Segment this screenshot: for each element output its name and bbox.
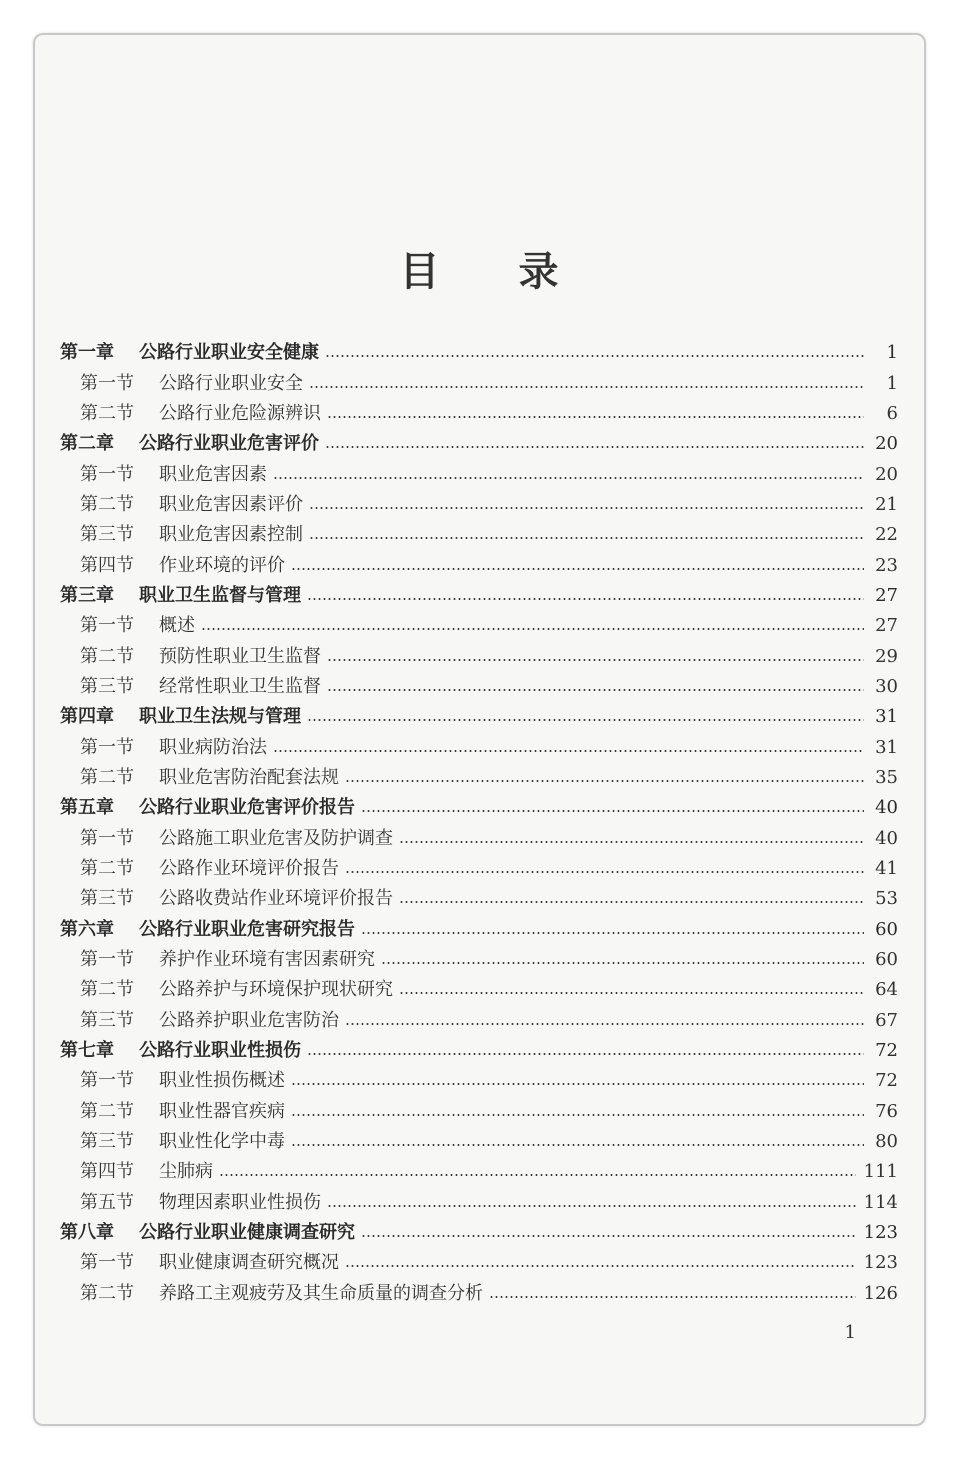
- toc-entry-title: 公路行业职业危害评价报告: [139, 797, 355, 819]
- toc-dot-leader: [361, 932, 864, 934]
- toc-page-number: 30: [875, 675, 898, 697]
- toc-dot-leader: [325, 355, 864, 357]
- toc-entry-title: 公路行业职业危害评价: [139, 433, 319, 455]
- toc-page-number: 114: [863, 1191, 898, 1213]
- toc-page-number: 60: [875, 918, 898, 940]
- toc-dot-leader: [381, 962, 864, 964]
- toc-entry-number: 第一节: [80, 1070, 134, 1092]
- table-of-contents: [60, 338, 898, 1309]
- toc-page-number: 67: [875, 1009, 898, 1031]
- toc-page-number: 64: [875, 979, 898, 1001]
- toc-section-entry[interactable]: [60, 1066, 898, 1096]
- toc-dot-leader: [273, 477, 864, 479]
- toc-page-number: 123: [863, 1252, 898, 1274]
- toc-chapter-entry[interactable]: [60, 1218, 898, 1248]
- toc-section-entry[interactable]: [60, 1279, 898, 1309]
- toc-entry-number: 第二节: [80, 645, 134, 667]
- toc-entry-title: 公路作业环境评价报告: [159, 858, 339, 880]
- toc-chapter-entry[interactable]: [60, 429, 898, 459]
- toc-entry-number: 第六章: [60, 918, 114, 940]
- toc-entry-title: 公路养护职业危害防治: [159, 1009, 339, 1031]
- toc-section-entry[interactable]: [60, 884, 898, 914]
- toc-entry-number: 第四章: [60, 706, 114, 728]
- title-char-1: 目: [399, 248, 441, 295]
- toc-entry-title: 预防性职业卫生监督: [159, 645, 321, 667]
- toc-entry-number: 第一章: [60, 342, 114, 364]
- toc-page-number: 111: [863, 1161, 898, 1183]
- toc-dot-leader: [291, 1144, 864, 1146]
- toc-section-entry[interactable]: [60, 1248, 898, 1278]
- toc-dot-leader: [345, 780, 864, 782]
- toc-entry-title: 职业卫生监督与管理: [139, 584, 301, 606]
- toc-section-entry[interactable]: [60, 824, 898, 854]
- toc-entry-title: 职业性器官疾病: [159, 1100, 285, 1122]
- toc-entry-title: 养护作业环境有害因素研究: [159, 949, 375, 971]
- toc-entry-number: 第八章: [60, 1222, 114, 1244]
- toc-entry-number: 第三节: [80, 1009, 134, 1031]
- toc-page-number: 20: [875, 433, 898, 455]
- toc-page-number: 72: [875, 1040, 898, 1062]
- toc-dot-leader: [309, 507, 864, 509]
- toc-entry-title: 经常性职业卫生监督: [159, 675, 321, 697]
- toc-entry-number: 第一节: [80, 372, 134, 394]
- toc-entry-number: 第二节: [80, 858, 134, 880]
- toc-page-number: 80: [875, 1131, 898, 1153]
- toc-page-number: 123: [863, 1222, 898, 1244]
- toc-entry-number: 第一节: [80, 949, 134, 971]
- toc-entry-number: 第五节: [80, 1191, 134, 1213]
- toc-page-number: 53: [875, 888, 898, 910]
- toc-entry-title: 公路行业职业性损伤: [139, 1040, 301, 1062]
- toc-entry-number: 第一节: [80, 827, 134, 849]
- toc-section-entry[interactable]: [60, 1097, 898, 1127]
- toc-entry-number: 第二节: [80, 402, 134, 424]
- toc-entry-number: 第五章: [60, 797, 114, 819]
- toc-section-entry[interactable]: [60, 854, 898, 884]
- toc-dot-leader: [309, 537, 864, 539]
- page-number: 1: [844, 1322, 856, 1343]
- toc-entry-title: 公路施工职业危害及防护调查: [159, 827, 393, 849]
- toc-page-number: 22: [875, 524, 898, 546]
- title-char-2: 录: [518, 248, 560, 295]
- toc-entry-title: 职业性化学中毒: [159, 1131, 285, 1153]
- toc-page-number: 23: [875, 554, 898, 576]
- toc-dot-leader: [307, 1053, 864, 1055]
- toc-entry-number: 第一节: [80, 1252, 134, 1274]
- toc-dot-leader: [327, 1205, 856, 1207]
- toc-entry-number: 第二节: [80, 766, 134, 788]
- toc-entry-title: 公路行业职业安全: [159, 372, 303, 394]
- toc-entry-number: 第四节: [80, 554, 134, 576]
- toc-entry-title: 公路养护与环境保护现状研究: [159, 979, 393, 1001]
- toc-dot-leader: [309, 386, 864, 388]
- toc-page-number: 41: [875, 858, 898, 880]
- toc-page-number: 1: [886, 342, 898, 364]
- toc-dot-leader: [345, 871, 864, 873]
- toc-chapter-entry[interactable]: [60, 581, 898, 611]
- toc-dot-leader: [291, 1114, 864, 1116]
- book-page: [33, 33, 926, 1426]
- toc-chapter-entry[interactable]: [60, 793, 898, 823]
- toc-chapter-entry[interactable]: [60, 1036, 898, 1066]
- toc-entry-title: 公路行业危险源辨识: [159, 402, 321, 424]
- toc-page-number: 72: [875, 1070, 898, 1092]
- toc-entry-number: 第四节: [80, 1161, 134, 1183]
- toc-section-entry[interactable]: [60, 550, 898, 580]
- toc-entry-number: 第三节: [80, 1131, 134, 1153]
- toc-section-entry[interactable]: [60, 1127, 898, 1157]
- toc-page-number: 27: [875, 584, 898, 606]
- toc-dot-leader: [219, 1174, 856, 1176]
- toc-dot-leader: [361, 810, 864, 812]
- toc-section-entry[interactable]: [60, 368, 898, 398]
- toc-entry-title: 作业环境的评价: [159, 554, 285, 576]
- page-title: [35, 240, 924, 297]
- toc-dot-leader: [307, 719, 864, 721]
- toc-page-number: 21: [875, 493, 898, 515]
- toc-entry-number: 第三节: [80, 675, 134, 697]
- toc-entry-title: 职业病防治法: [159, 736, 267, 758]
- toc-entry-number: 第二节: [80, 493, 134, 515]
- toc-dot-leader: [307, 598, 864, 600]
- toc-chapter-entry[interactable]: [60, 702, 898, 732]
- toc-dot-leader: [201, 628, 864, 630]
- toc-page-number: 6: [886, 402, 898, 424]
- toc-section-entry[interactable]: [60, 611, 898, 641]
- toc-section-entry[interactable]: [60, 732, 898, 762]
- toc-entry-number: 第二节: [80, 1282, 134, 1304]
- toc-page-number: 126: [863, 1282, 898, 1304]
- toc-entry-title: 职业危害因素评价: [159, 493, 303, 515]
- toc-entry-number: 第三节: [80, 524, 134, 546]
- toc-dot-leader: [291, 1083, 864, 1085]
- toc-section-entry[interactable]: [60, 945, 898, 975]
- toc-entry-title: 职业危害防治配套法规: [159, 766, 339, 788]
- toc-dot-leader: [345, 1023, 864, 1025]
- toc-entry-number: 第一节: [80, 736, 134, 758]
- toc-entry-title: 职业危害因素控制: [159, 524, 303, 546]
- toc-page-number: 40: [875, 797, 898, 819]
- toc-dot-leader: [345, 1265, 856, 1267]
- toc-page-number: 60: [875, 949, 898, 971]
- toc-dot-leader: [399, 841, 864, 843]
- toc-entry-title: 物理因素职业性损伤: [159, 1191, 321, 1213]
- toc-entry-title: 尘肺病: [159, 1161, 213, 1183]
- toc-entry-number: 第二章: [60, 433, 114, 455]
- toc-entry-number: 第七章: [60, 1040, 114, 1062]
- toc-entry-number: 第二节: [80, 979, 134, 1001]
- toc-entry-number: 第一节: [80, 463, 134, 485]
- toc-entry-title: 职业危害因素: [159, 463, 267, 485]
- toc-section-entry[interactable]: [60, 641, 898, 671]
- toc-entry-title: 养路工主观疲劳及其生命质量的调查分析: [159, 1282, 483, 1304]
- toc-page-number: 1: [886, 372, 898, 394]
- toc-page-number: 40: [875, 827, 898, 849]
- toc-dot-leader: [273, 750, 864, 752]
- toc-entry-title: 公路行业职业健康调查研究: [139, 1222, 355, 1244]
- toc-entry-number: 第一节: [80, 615, 134, 637]
- toc-entry-number: 第三节: [80, 888, 134, 910]
- toc-entry-title: 概述: [159, 615, 195, 637]
- toc-chapter-entry[interactable]: [60, 338, 898, 368]
- toc-section-entry[interactable]: [60, 975, 898, 1005]
- toc-section-entry[interactable]: [60, 1157, 898, 1187]
- toc-chapter-entry[interactable]: [60, 915, 898, 945]
- toc-page-number: 31: [875, 706, 898, 728]
- toc-section-entry[interactable]: [60, 1006, 898, 1036]
- toc-section-entry[interactable]: [60, 520, 898, 550]
- toc-page-number: 35: [875, 766, 898, 788]
- toc-page-number: 20: [875, 463, 898, 485]
- toc-entry-title: 公路行业职业安全健康: [139, 342, 319, 364]
- toc-dot-leader: [327, 689, 864, 691]
- toc-entry-title: 职业性损伤概述: [159, 1070, 285, 1092]
- toc-dot-leader: [327, 416, 864, 418]
- toc-page-number: 31: [875, 736, 898, 758]
- toc-section-entry[interactable]: [60, 672, 898, 702]
- toc-section-entry[interactable]: [60, 1188, 898, 1218]
- toc-entry-title: 职业卫生法规与管理: [139, 706, 301, 728]
- toc-section-entry[interactable]: [60, 459, 898, 489]
- toc-page-number: 76: [875, 1100, 898, 1122]
- toc-section-entry[interactable]: [60, 490, 898, 520]
- toc-dot-leader: [291, 568, 864, 570]
- toc-dot-leader: [399, 992, 864, 994]
- toc-entry-title: 职业健康调查研究概况: [159, 1252, 339, 1274]
- toc-dot-leader: [327, 659, 864, 661]
- toc-dot-leader: [361, 1235, 856, 1237]
- toc-section-entry[interactable]: [60, 763, 898, 793]
- toc-page-number: 27: [875, 615, 898, 637]
- toc-entry-number: 第二节: [80, 1100, 134, 1122]
- toc-page-number: 29: [875, 645, 898, 667]
- toc-dot-leader: [325, 446, 864, 448]
- toc-entry-title: 公路收费站作业环境评价报告: [159, 888, 393, 910]
- toc-dot-leader: [399, 901, 864, 903]
- toc-dot-leader: [489, 1296, 856, 1298]
- toc-entry-number: 第三章: [60, 584, 114, 606]
- toc-section-entry[interactable]: [60, 399, 898, 429]
- toc-entry-title: 公路行业职业危害研究报告: [139, 918, 355, 940]
